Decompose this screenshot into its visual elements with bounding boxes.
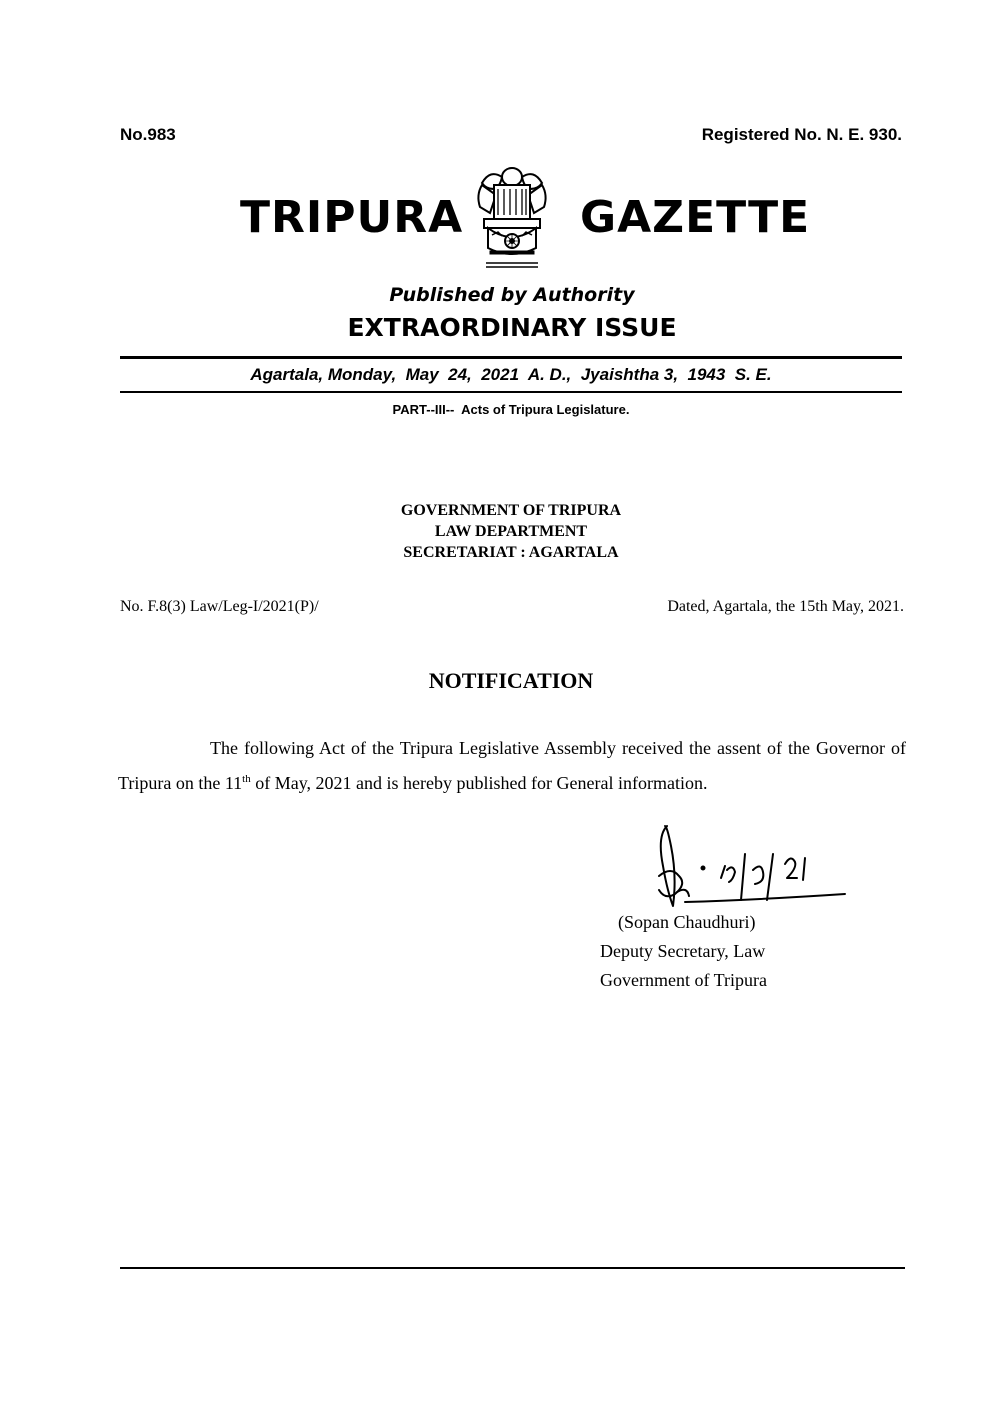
notification-body-superscript: th (242, 773, 251, 785)
published-by-authority: Published by Authority (389, 284, 635, 306)
notification-body-part1: The following Act of the Tripura Legislative Assembly received the assent of the Governor of Tripura on the 11 (118, 738, 906, 793)
notification-body-part2: of May, 2021 and is hereby published for General information. (250, 773, 708, 793)
notification-title: NOTIFICATION (428, 668, 594, 693)
divider-top (120, 356, 902, 359)
file-reference-number: No. F.8(3) Law/Leg-I/2021(P)/ (120, 598, 319, 615)
national-emblem-icon (468, 163, 556, 278)
registered-number: Registered No. N. E. 930. (701, 125, 902, 144)
notification-body (118, 733, 906, 799)
signatory-designation: Deputy Secretary, Law (600, 941, 766, 961)
signatory-organization: Government of Tripura (600, 970, 767, 990)
gazette-number: No.983 (120, 125, 176, 144)
department-line-government: GOVERNMENT OF TRIPURA (400, 502, 622, 519)
handwritten-signature-icon (645, 818, 850, 918)
department-line-law: LAW DEPARTMENT (434, 523, 588, 540)
department-line-secretariat: SECRETARIAT : AGARTALA (403, 544, 619, 561)
notification-date: Dated, Agartala, the 15th May, 2021. (667, 598, 904, 615)
issue-type: EXTRAORDINARY ISSUE (347, 313, 677, 342)
masthead-title-left: TRIPURA (240, 192, 464, 243)
part-heading: PART--III-- Acts of Tripura Legislature. (392, 402, 630, 417)
signatory-name: (Sopan Chaudhuri) (618, 912, 756, 932)
masthead-title-right: GAZETTE (580, 192, 811, 243)
signatory-block (600, 908, 767, 995)
dateline: Agartala, Monday, May 24, 2021 A. D., Jyaishtha 3, 1943 S. E. (250, 365, 772, 384)
divider-bottom (120, 1267, 905, 1269)
department-block (120, 500, 902, 563)
divider-middle (120, 391, 902, 393)
